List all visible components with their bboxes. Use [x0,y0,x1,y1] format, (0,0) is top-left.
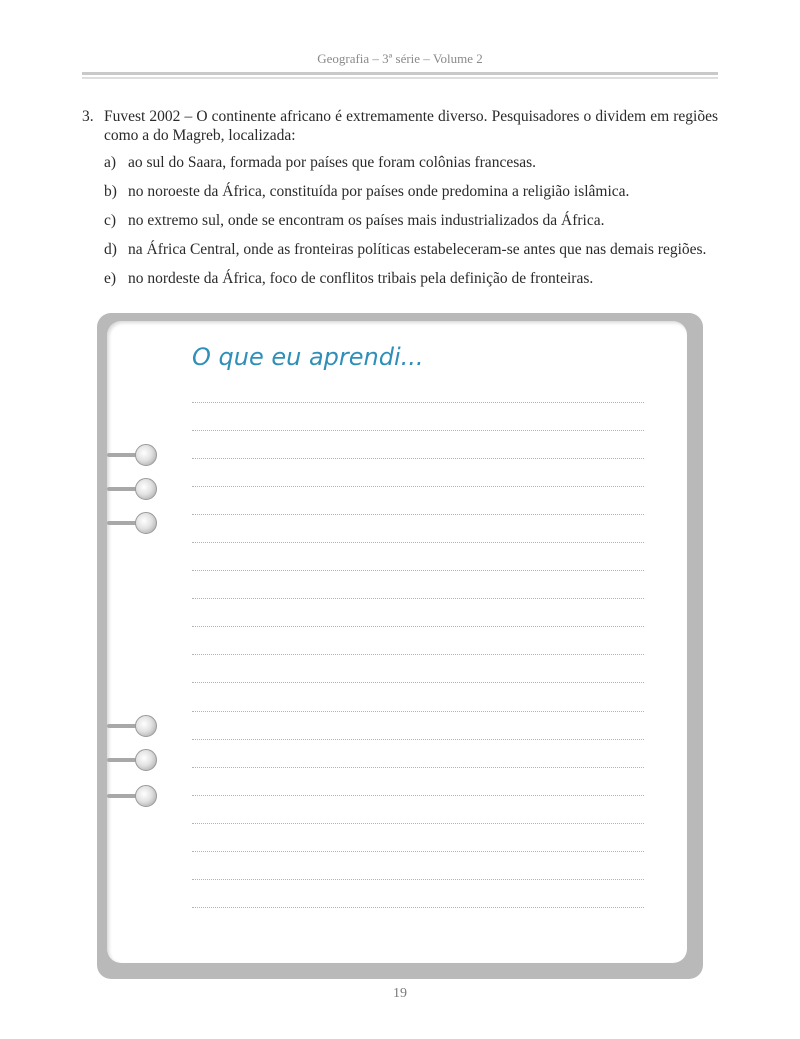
binder-ring-icon [107,715,155,737]
writing-line[interactable] [192,486,644,514]
alternative-e [104,269,718,288]
writing-lines [192,402,644,935]
alternative-text: no nordeste da África, foco de conflitos tribais pela definição de fronteiras. [128,270,594,287]
notebook-title: O que eu aprendi... [192,343,424,371]
alternative-a [104,153,718,172]
alternative-letter: d) [104,241,117,258]
alternative-letter: b) [104,183,117,200]
writing-line[interactable] [192,823,644,851]
writing-line[interactable] [192,907,644,935]
binder-ring-icon [107,749,155,771]
alternative-letter: c) [104,212,117,229]
alternative-letter: a) [104,154,117,171]
header-rule [82,72,718,75]
writing-line[interactable] [192,851,644,879]
page-number: 19 [393,986,407,1001]
writing-line[interactable] [192,598,644,626]
writing-line[interactable] [192,739,644,767]
writing-line[interactable] [192,682,644,710]
writing-line[interactable] [192,767,644,795]
alternative-text: na África Central, onde as fronteiras políticas estabeleceram-se antes que nas demais regiões. [128,241,707,258]
alternative-text: no extremo sul, onde se encontram os países mais industrializados da África. [128,212,605,229]
alternative-c [104,211,718,230]
writing-line[interactable] [192,654,644,682]
writing-line[interactable] [192,542,644,570]
writing-line[interactable] [192,711,644,739]
binder-ring-icon [107,785,155,807]
writing-line[interactable] [192,402,644,430]
question-stem: Fuvest 2002 – O continente africano é extremamente diverso. Pesquisadores o dividem em regiões como a do Magreb, localizada: [104,108,718,144]
binder-ring-icon [107,444,155,466]
binder-ring-icon [107,512,155,534]
alternative-text: ao sul do Saara, formada por países que foram colônias francesas. [128,154,537,171]
alternative-b [104,182,718,201]
writing-line[interactable] [192,514,644,542]
alternatives-list [104,153,718,288]
header-rule-secondary [82,77,718,79]
alternative-d [104,240,718,259]
alternative-text: no noroeste da África, constituída por países onde predomina a religião islâmica. [128,183,630,200]
binder-ring-icon [107,478,155,500]
writing-line[interactable] [192,795,644,823]
question-3 [82,107,718,298]
running-header: Geografia – 3ª série – Volume 2 [317,51,483,66]
writing-line[interactable] [192,458,644,486]
writing-line[interactable] [192,879,644,907]
question-number: 3. [82,108,94,125]
writing-line[interactable] [192,430,644,458]
writing-line[interactable] [192,570,644,598]
alternative-letter: e) [104,270,117,287]
writing-line[interactable] [192,626,644,654]
